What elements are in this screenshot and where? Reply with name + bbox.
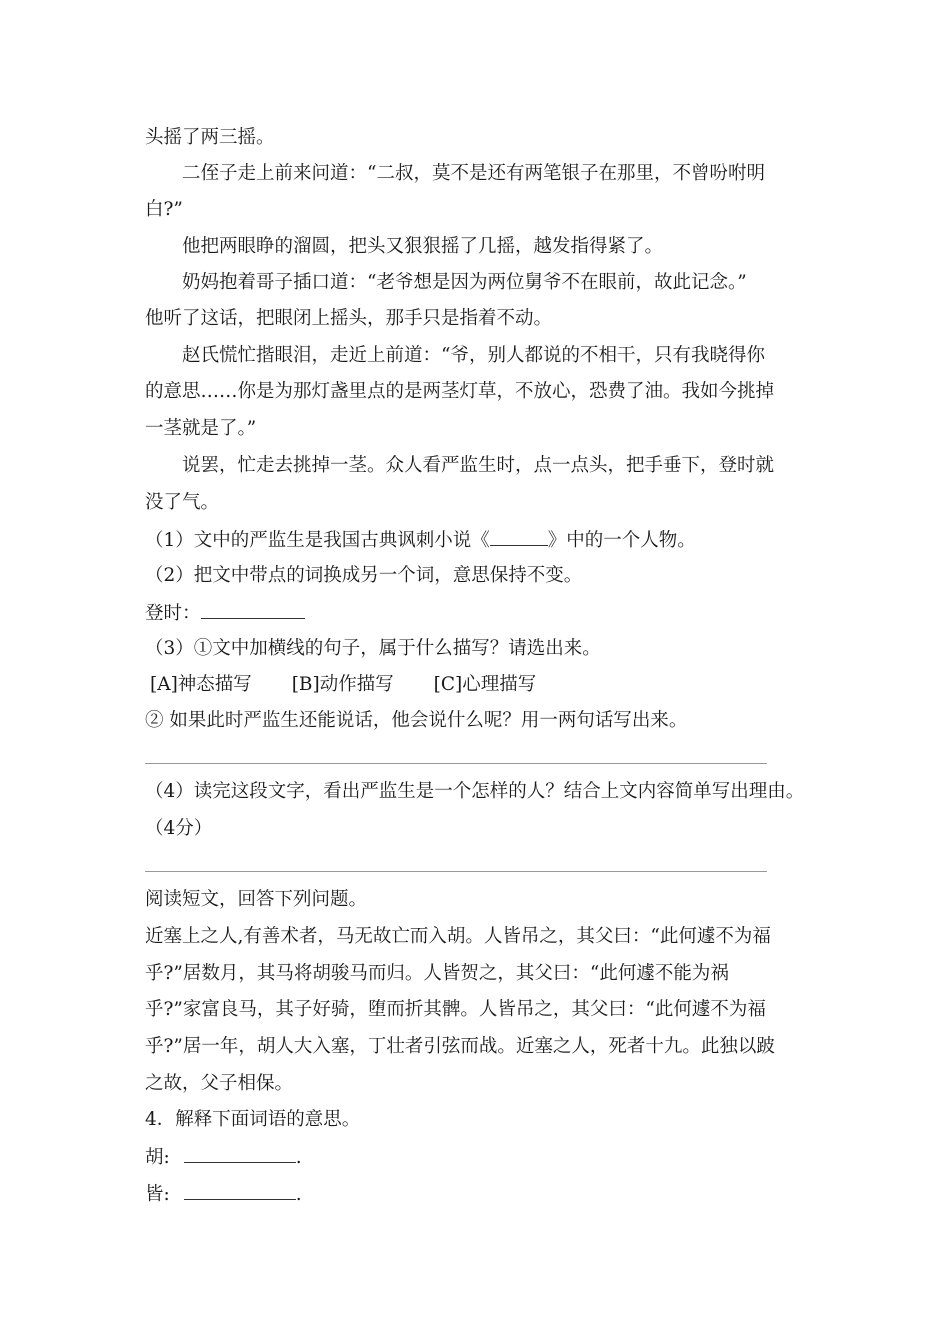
- story-line: 二侄子走上前来问道：“二叔，莫不是还有两笔银子在那里，不曾吩咐明: [182, 163, 765, 184]
- story-line: 一茎就是了。”: [145, 418, 257, 439]
- option-a[interactable]: [A]神态描写: [150, 674, 252, 695]
- question-3-options: [150, 672, 536, 698]
- question-4-score: （4分）: [145, 818, 213, 839]
- answer-blank-jie[interactable]: [184, 1181, 296, 1200]
- option-b[interactable]: [B]动作描写: [291, 674, 394, 695]
- question-1-text: （1）文中的严监生是我国古典讽刺小说《: [145, 530, 490, 551]
- story-line: 白?”: [145, 199, 183, 220]
- story-line: 没了气。: [145, 492, 220, 513]
- story-line: 赵氏慌忙揩眼泪，走近上前道：“爷，别人都说的不相干，只有我晓得你: [182, 345, 765, 366]
- question-2-answer-row: [145, 600, 305, 627]
- term-end-period: .: [295, 1147, 302, 1168]
- question-3-part-2: ② 如果此时严监生还能说话，他会说什么呢？用一两句话写出来。: [145, 710, 688, 731]
- question-1-text-after: 》中的一个人物。: [547, 530, 696, 551]
- question-1: [145, 527, 696, 554]
- term-row-jie: [145, 1181, 302, 1208]
- passage-intro: 阅读短文，回答下列问题。: [145, 889, 368, 910]
- story-line: 他把两眼睁的溜圆，把头又狠狠摇了几摇，越发指得紧了。: [182, 236, 664, 257]
- passage-line: 乎?”家富良马，其子好骑，堕而折其髀。人皆吊之，其父曰：“此何遽不为福: [145, 999, 766, 1020]
- story-line: 奶妈抱着哥子插口道：“老爷想是因为两位舅爷不在眼前，故此记念。”: [182, 272, 747, 293]
- question-4: （4）读完这段文字，看出严监生是一个怎样的人？结合上文内容简单写出理由。: [145, 781, 805, 802]
- passage-line: 乎?”居一年，胡人大入塞，丁壮者引弦而战。近塞之人，死者十九。此独以跛: [145, 1036, 775, 1057]
- question-2: （2）把文中带点的词换成另一个词，意思保持不变。: [145, 565, 583, 586]
- term-label-dengshi: 登时：: [145, 603, 201, 624]
- passage-line: 乎?”居数月，其马将胡骏马而归。人皆贺之，其父曰：“此何遽不能为祸: [145, 963, 729, 984]
- story-line: 说罢，忙走去挑掉一茎。众人看严监生时，点一点头，把手垂下，登时就: [182, 455, 775, 476]
- story-line: 的意思……你是为那灯盏里点的是两茎灯草，不放心，恐费了油。我如今挑掉: [145, 381, 775, 402]
- term-end-period: .: [295, 1184, 302, 1205]
- answer-line[interactable]: [145, 871, 767, 872]
- answer-line[interactable]: [145, 763, 767, 764]
- answer-blank-hu[interactable]: [184, 1144, 296, 1163]
- story-line: 他听了这话，把眼闭上摇头，那手只是指着不动。: [145, 308, 553, 329]
- question-3: （3）①文中加横线的句子，属于什么描写？请选出来。: [145, 638, 601, 659]
- answer-blank-dengshi[interactable]: [201, 600, 305, 619]
- passage-line: 之故，父子相保。: [145, 1073, 294, 1094]
- passage-line: 近塞上之人,有善术者，马无故亡而入胡。人皆吊之，其父曰：“此何遽不为福: [145, 926, 771, 947]
- term-label-jie: 皆:: [145, 1184, 170, 1205]
- question-title: 4．解释下面词语的意思。: [145, 1109, 361, 1130]
- answer-blank-book-title[interactable]: [490, 527, 548, 546]
- term-label-hu: 胡:: [145, 1147, 170, 1168]
- option-c[interactable]: [C]心理描写: [433, 674, 537, 695]
- story-line: 头摇了两三摇。: [145, 127, 275, 148]
- term-row-hu: [145, 1144, 302, 1171]
